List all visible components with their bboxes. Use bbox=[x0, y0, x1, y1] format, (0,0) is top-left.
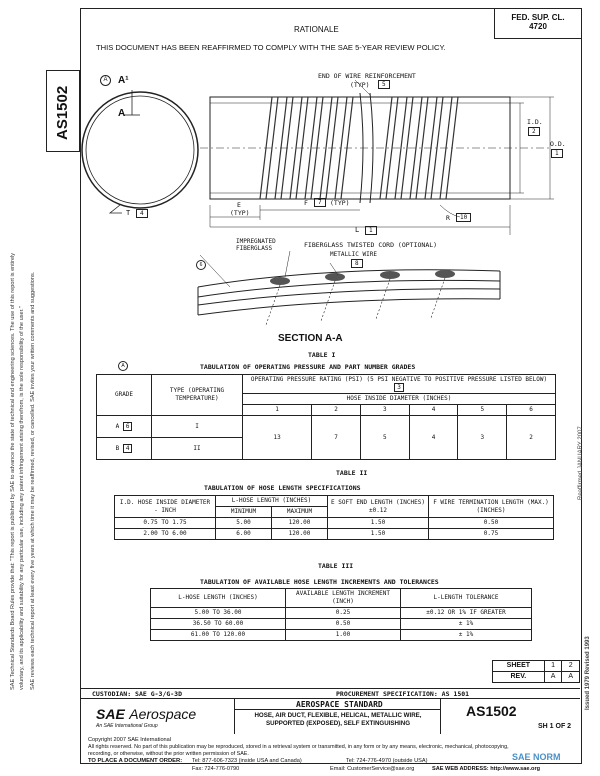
fax: Fax: 724-776-0790 bbox=[192, 766, 240, 772]
t2-f-header: F WIRE TERMINATION LENGTH (MAX.) (INCHES) bbox=[429, 496, 554, 518]
table2 bbox=[114, 495, 554, 540]
r-label: R bbox=[446, 214, 450, 222]
t1-diameter-header: HOSE INSIDE DIAMETER (INCHES) bbox=[243, 394, 556, 405]
table2-title: TABLE II bbox=[336, 469, 368, 477]
t1-grade-b: B 4 bbox=[97, 438, 152, 460]
section-a-a-view bbox=[198, 251, 500, 325]
t3-length: 5.00 TO 36.00 bbox=[151, 608, 286, 619]
side-doc-number: AS1502 bbox=[54, 85, 71, 140]
t3-length-header: L-HOSE LENGTH (INCHES) bbox=[151, 589, 286, 608]
metallic-wire-label: METALLIC WIRE bbox=[330, 251, 377, 258]
sheet-1: 1 bbox=[544, 661, 562, 672]
margin-text-3: SAE reviews each technical report at least every five years at which time it may be reaffirmed, revised, or cancelled. SAE invites your written comments and suggestions. bbox=[30, 271, 36, 690]
t1-pressure: 4 bbox=[409, 416, 458, 460]
e-dim-label: E bbox=[237, 201, 241, 209]
t1-dia: 1 bbox=[243, 405, 312, 416]
sheet-label: SHEET bbox=[493, 661, 545, 672]
hose-end-view bbox=[82, 92, 198, 208]
t-label: T bbox=[126, 209, 131, 217]
fed-sup-box bbox=[494, 8, 581, 39]
e-typ: (TYP) bbox=[230, 209, 250, 217]
section-mark-a: A bbox=[118, 108, 126, 119]
reaffirm-notice: THIS DOCUMENT HAS BEEN REAFFIRMED TO COMPLY WITH THE SAE 5-YEAR REVIEW POLICY. bbox=[96, 43, 446, 52]
t1-pressure: 3 bbox=[458, 416, 507, 460]
fed-sup-number: 4720 bbox=[529, 22, 547, 31]
t2-id: 0.75 TO 1.75 bbox=[115, 518, 216, 529]
hose-end-view-inner bbox=[86, 96, 194, 204]
t2-max-header: MAXIMUM bbox=[271, 507, 327, 518]
t2-min: 6.00 bbox=[216, 529, 272, 540]
note-flag-4: 4 bbox=[136, 209, 148, 218]
sae-norm-watermark: SAE NORM bbox=[512, 752, 561, 762]
margin-text-2: voluntary, and its applicability and suitability for any particular use, including any patent infringement arising therefrom, is the sole responsibility of the user." bbox=[19, 306, 25, 690]
t2-max: 120.00 bbox=[271, 529, 327, 540]
t1-pressure: 2 bbox=[507, 416, 556, 460]
t2-length-header: L-HOSE LENGTH (INCHES) bbox=[216, 496, 328, 507]
impregnated-label: IMPREGNATED FIBERGLASS bbox=[236, 238, 276, 252]
tel-outside: Tel: 724-776-4970 (outside USA) bbox=[346, 758, 428, 764]
id-dim-label: I.D. bbox=[527, 118, 543, 126]
section-mark-a1: A¹ bbox=[118, 75, 129, 86]
t1-pressure-header: OPERATING PRESSURE RATING (PSI) (5 PSI NEGATIVE TO POSITIVE PRESSURE LISTED BELOW) 3 bbox=[243, 375, 556, 394]
t3-tolerance: ±0.12 OR 1% IF GREATER bbox=[401, 608, 532, 619]
end-wire-typ: (TYP) bbox=[350, 81, 370, 89]
t3-length: 61.00 TO 120.00 bbox=[151, 630, 286, 641]
t2-e-header: E SOFT END LENGTH (INCHES) ±0.12 bbox=[328, 496, 429, 518]
t2-id: 2.00 TO 6.00 bbox=[115, 529, 216, 540]
t3-increment: 0.25 bbox=[286, 608, 401, 619]
t1-grade-header: GRADE bbox=[97, 375, 152, 416]
rev-label: REV. bbox=[493, 672, 545, 683]
logo-sae: SAE bbox=[96, 706, 125, 722]
rev-1: A bbox=[544, 672, 562, 683]
table1-caption: TABULATION OF OPERATING PRESSURE AND PART NUMBER GRADES bbox=[200, 363, 416, 371]
note-circle-6: 6 bbox=[196, 260, 206, 270]
t3-increment: 1.00 bbox=[286, 630, 401, 641]
table3 bbox=[150, 588, 532, 641]
order-label: TO PLACE A DOCUMENT ORDER: bbox=[88, 758, 183, 764]
sheet-of: SH 1 OF 2 bbox=[538, 723, 572, 730]
t3-tolerance-header: L-LENGTH TOLERANCE bbox=[401, 589, 532, 608]
email: Email: CustomerService@sae.org bbox=[330, 766, 415, 772]
note-flag-5: 5 bbox=[378, 80, 390, 89]
section-title: SECTION A-A bbox=[278, 333, 343, 344]
title-vline-1 bbox=[234, 698, 235, 734]
custodian: CUSTODIAN: SAE G-3/G-3D bbox=[92, 690, 183, 698]
title-doc-number: AS1502 bbox=[466, 703, 517, 719]
t3-tolerance: ± 1% bbox=[401, 619, 532, 630]
table1 bbox=[96, 374, 556, 460]
table3-caption: TABULATION OF AVAILABLE HOSE LENGTH INCREMENTS AND TOLERANCES bbox=[200, 578, 439, 586]
t1-dia: 4 bbox=[409, 405, 458, 416]
note-flag-7: 7 bbox=[314, 198, 326, 207]
t3-tolerance: ± 1% bbox=[401, 630, 532, 641]
t1-dia: 3 bbox=[360, 405, 409, 416]
standard-title: AEROSPACE STANDARD bbox=[296, 700, 383, 709]
t1-grade-a: A 6 bbox=[97, 416, 152, 438]
t2-f: 0.75 bbox=[429, 529, 554, 540]
f-typ: (TYP) bbox=[330, 199, 350, 207]
fiberglass-cord-label: FIBERGLASS TWISTED CORD (OPTIONAL) bbox=[304, 241, 438, 249]
web-address: SAE WEB ADDRESS: http://www.sae.org bbox=[432, 766, 541, 772]
title-divider-2 bbox=[234, 709, 440, 710]
t2-f: 0.50 bbox=[429, 518, 554, 529]
t1-dia: 5 bbox=[458, 405, 507, 416]
t3-increment-header: AVAILABLE LENGTH INCREMENT (INCH) bbox=[286, 589, 401, 608]
rights-line-2: recording, or otherwise, without the prior written permission of SAE. bbox=[88, 751, 249, 757]
f-dim-label: F bbox=[304, 199, 308, 207]
copyright: Copyright 2007 SAE International bbox=[88, 737, 172, 743]
note-flag-l1: 1 bbox=[365, 226, 377, 235]
title-vline-2 bbox=[440, 698, 441, 734]
sheet-rev-block bbox=[492, 660, 580, 683]
t1-type-b: II bbox=[152, 438, 243, 460]
logo-aerospace: Aerospace bbox=[129, 706, 197, 722]
rationale-heading: RATIONALE bbox=[294, 25, 339, 34]
table1-title: TABLE I bbox=[308, 351, 336, 359]
t1-dia: 2 bbox=[312, 405, 361, 416]
t3-increment: 0.50 bbox=[286, 619, 401, 630]
callout-a-circle: A bbox=[100, 75, 111, 86]
end-wire-label: END OF WIRE REINFORCEMENT bbox=[318, 72, 416, 80]
od-dim-label: O.D. bbox=[550, 140, 566, 148]
rev-2: A bbox=[562, 672, 580, 683]
t2-e: 1.50 bbox=[328, 529, 429, 540]
table1-marker: A bbox=[118, 361, 128, 371]
t2-min: 5.00 bbox=[216, 518, 272, 529]
t3-length: 36.50 TO 60.00 bbox=[151, 619, 286, 630]
title-divider bbox=[80, 698, 580, 699]
t1-pressure: 13 bbox=[243, 416, 312, 460]
t2-min-header: MINIMUM bbox=[216, 507, 272, 518]
t2-max: 120.00 bbox=[271, 518, 327, 529]
t2-e: 1.50 bbox=[328, 518, 429, 529]
hose-description: HOSE, AIR DUCT, FLEXIBLE, HELICAL, METALLIC WIRE, SUPPORTED (EXPOSED), SELF EXTINGUISHING bbox=[254, 712, 422, 727]
t1-dia: 6 bbox=[507, 405, 556, 416]
t2-id-header: I.D. HOSE INSIDE DIAMETER - INCH bbox=[115, 496, 216, 518]
note-flag-2: 2 bbox=[528, 127, 540, 136]
l-dim-label: L bbox=[355, 226, 360, 234]
note-flag-8: 8 bbox=[351, 259, 363, 268]
t1-type-a: I bbox=[152, 416, 243, 438]
reaffirmed-date: Reaffirmed JANUARY 2007 bbox=[578, 426, 584, 500]
sheet-2: 2 bbox=[562, 661, 580, 672]
table2-caption: TABULATION OF HOSE LENGTH SPECIFICATIONS bbox=[204, 484, 361, 492]
logo-tagline: An SAE International Group bbox=[96, 723, 158, 729]
note-flag-1: 1 bbox=[551, 149, 563, 158]
sae-logo bbox=[96, 706, 196, 729]
tel-usa: Tel: 877-606-7323 (inside USA and Canada) bbox=[192, 758, 302, 764]
margin-text-1: SAE Technical Standards Board Rules provide that: "This report is published by SAE to advance the state of technical and engineering sciences. The use of this report is entirely bbox=[10, 252, 16, 690]
t1-pressure: 7 bbox=[312, 416, 361, 460]
fed-sup-label: FED. SUP. CL. bbox=[511, 13, 565, 22]
procurement-spec: PROCUREMENT SPECIFICATION: AS 1501 bbox=[336, 690, 470, 698]
t1-pressure: 5 bbox=[360, 416, 409, 460]
note-flag-10: 10 bbox=[456, 213, 471, 222]
rights-line-1: All rights reserved. No part of this publication may be reproduced, stored in a retrieval system or transmitted, in any form or by any means, electronic, mechanical, photocopying, bbox=[88, 744, 509, 750]
t1-type-header: TYPE (OPERATING TEMPERATURE) bbox=[152, 375, 243, 416]
issued-revised: Issued 1979 Revised 1993 bbox=[585, 636, 591, 710]
table3-title: TABLE III bbox=[318, 562, 354, 570]
